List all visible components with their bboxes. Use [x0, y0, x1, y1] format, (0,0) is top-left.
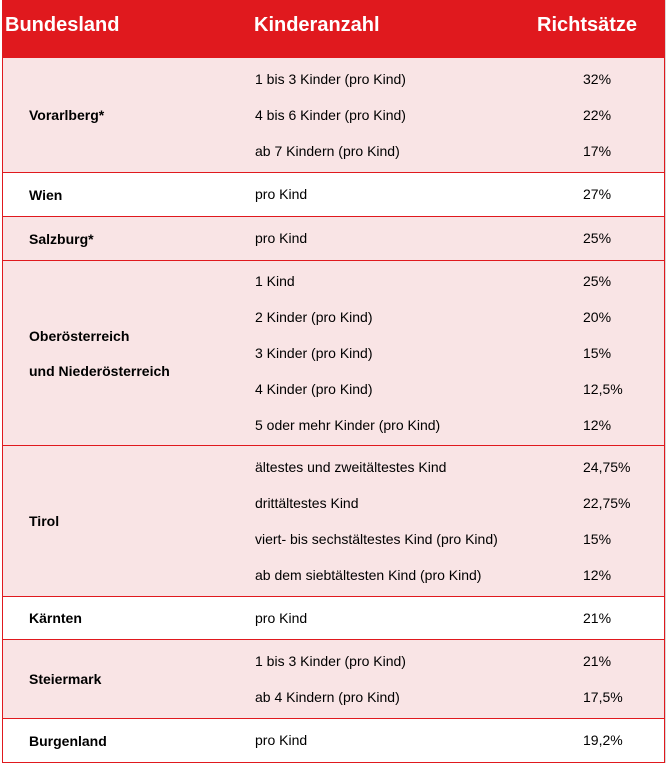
bundesland-label: und Niederösterreich — [29, 363, 170, 379]
richtsatz-cell: 20% — [583, 309, 612, 325]
sub-row — [3, 134, 664, 170]
sub-row — [3, 644, 664, 680]
sub-row — [3, 486, 664, 522]
bundesland-label: Steiermark — [29, 671, 102, 687]
bundesland-label: Salzburg* — [29, 231, 94, 247]
table-body — [2, 58, 665, 763]
kinderanzahl-cell: 2 Kinder (pro Kind) — [255, 309, 373, 325]
kinderanzahl-cell: pro Kind — [255, 186, 308, 202]
kinderanzahl-cell: 4 Kinder (pro Kind) — [255, 381, 373, 397]
kinderanzahl-cell: 1 bis 3 Kinder (pro Kind) — [255, 653, 406, 669]
table-row — [2, 173, 665, 217]
kinderanzahl-cell: pro Kind — [255, 610, 308, 626]
sub-row — [3, 601, 664, 637]
header-kinderanzahl: Kinderanzahl — [254, 14, 380, 36]
sub-row — [3, 221, 664, 257]
sub-row — [3, 450, 664, 486]
sub-row — [3, 558, 664, 594]
richtsatz-cell: 19,2% — [583, 732, 623, 748]
richtsatz-cell: 24,75% — [583, 459, 631, 475]
table-row — [2, 217, 665, 261]
richtsatz-cell: 27% — [583, 186, 612, 202]
kinderanzahl-cell: ältestes und zweitältestes Kind — [255, 459, 447, 475]
kinderanzahl-cell: 4 bis 6 Kinder (pro Kind) — [255, 107, 406, 123]
kinderanzahl-cell: ab 4 Kindern (pro Kind) — [255, 689, 400, 705]
sub-row — [3, 336, 664, 372]
kinderanzahl-cell: ab dem siebtältesten Kind (pro Kind) — [255, 567, 482, 583]
sub-row — [3, 723, 664, 759]
sub-row — [3, 62, 664, 98]
header-richtsaetze: Richtsätze — [537, 14, 638, 36]
kinderanzahl-cell: 1 bis 3 Kinder (pro Kind) — [255, 71, 406, 87]
kinderanzahl-cell: pro Kind — [255, 230, 308, 246]
kinderanzahl-cell: viert- bis sechstältestes Kind (pro Kind) — [255, 531, 498, 547]
richtsatz-cell: 21% — [583, 610, 612, 626]
table-header — [2, 0, 665, 58]
sub-row — [3, 264, 664, 300]
richtsatz-cell: 21% — [583, 653, 612, 669]
table-row — [2, 261, 665, 446]
table-row — [2, 446, 665, 597]
kinderanzahl-cell: 1 Kind — [255, 273, 295, 289]
kinderanzahl-cell: pro Kind — [255, 732, 308, 748]
table-row — [2, 58, 665, 173]
sub-row — [3, 300, 664, 336]
bundesland-label: Oberösterreich — [29, 328, 130, 344]
sub-row — [3, 680, 664, 716]
richtsatz-cell: 15% — [583, 531, 612, 547]
table-row — [2, 719, 665, 763]
kinderanzahl-cell: 5 oder mehr Kinder (pro Kind) — [255, 417, 441, 433]
sub-row — [3, 177, 664, 213]
bundesland-label: Kärnten — [29, 610, 82, 626]
kinderanzahl-cell: drittältestes Kind — [255, 495, 359, 511]
bundesland-label: Wien — [29, 187, 63, 203]
richtsatz-cell: 25% — [583, 273, 612, 289]
sub-row — [3, 372, 664, 408]
richtsatz-cell: 22% — [583, 107, 612, 123]
kinderanzahl-cell: 3 Kinder (pro Kind) — [255, 345, 373, 361]
richtsatz-cell: 32% — [583, 71, 612, 87]
table-row — [2, 640, 665, 719]
sub-row — [3, 98, 664, 134]
sub-row — [3, 408, 664, 444]
richtsatz-cell: 12,5% — [583, 381, 623, 397]
header-bundesland: Bundesland — [5, 14, 120, 36]
richtsatz-cell: 17,5% — [583, 689, 623, 705]
kinderanzahl-cell: ab 7 Kindern (pro Kind) — [255, 143, 400, 159]
richtsatz-cell: 12% — [583, 417, 612, 433]
richtsatz-cell: 12% — [583, 567, 612, 583]
sub-row — [3, 522, 664, 558]
bundesland-label: Burgenland — [29, 733, 107, 749]
table-row — [2, 597, 665, 640]
richtsatz-cell: 17% — [583, 143, 612, 159]
richtsatz-cell: 15% — [583, 345, 612, 361]
bundesland-label: Vorarlberg* — [29, 107, 105, 123]
richtsaetze-table — [2, 0, 666, 763]
richtsatz-cell: 22,75% — [583, 495, 631, 511]
richtsatz-cell: 25% — [583, 230, 612, 246]
bundesland-label: Tirol — [29, 513, 60, 529]
